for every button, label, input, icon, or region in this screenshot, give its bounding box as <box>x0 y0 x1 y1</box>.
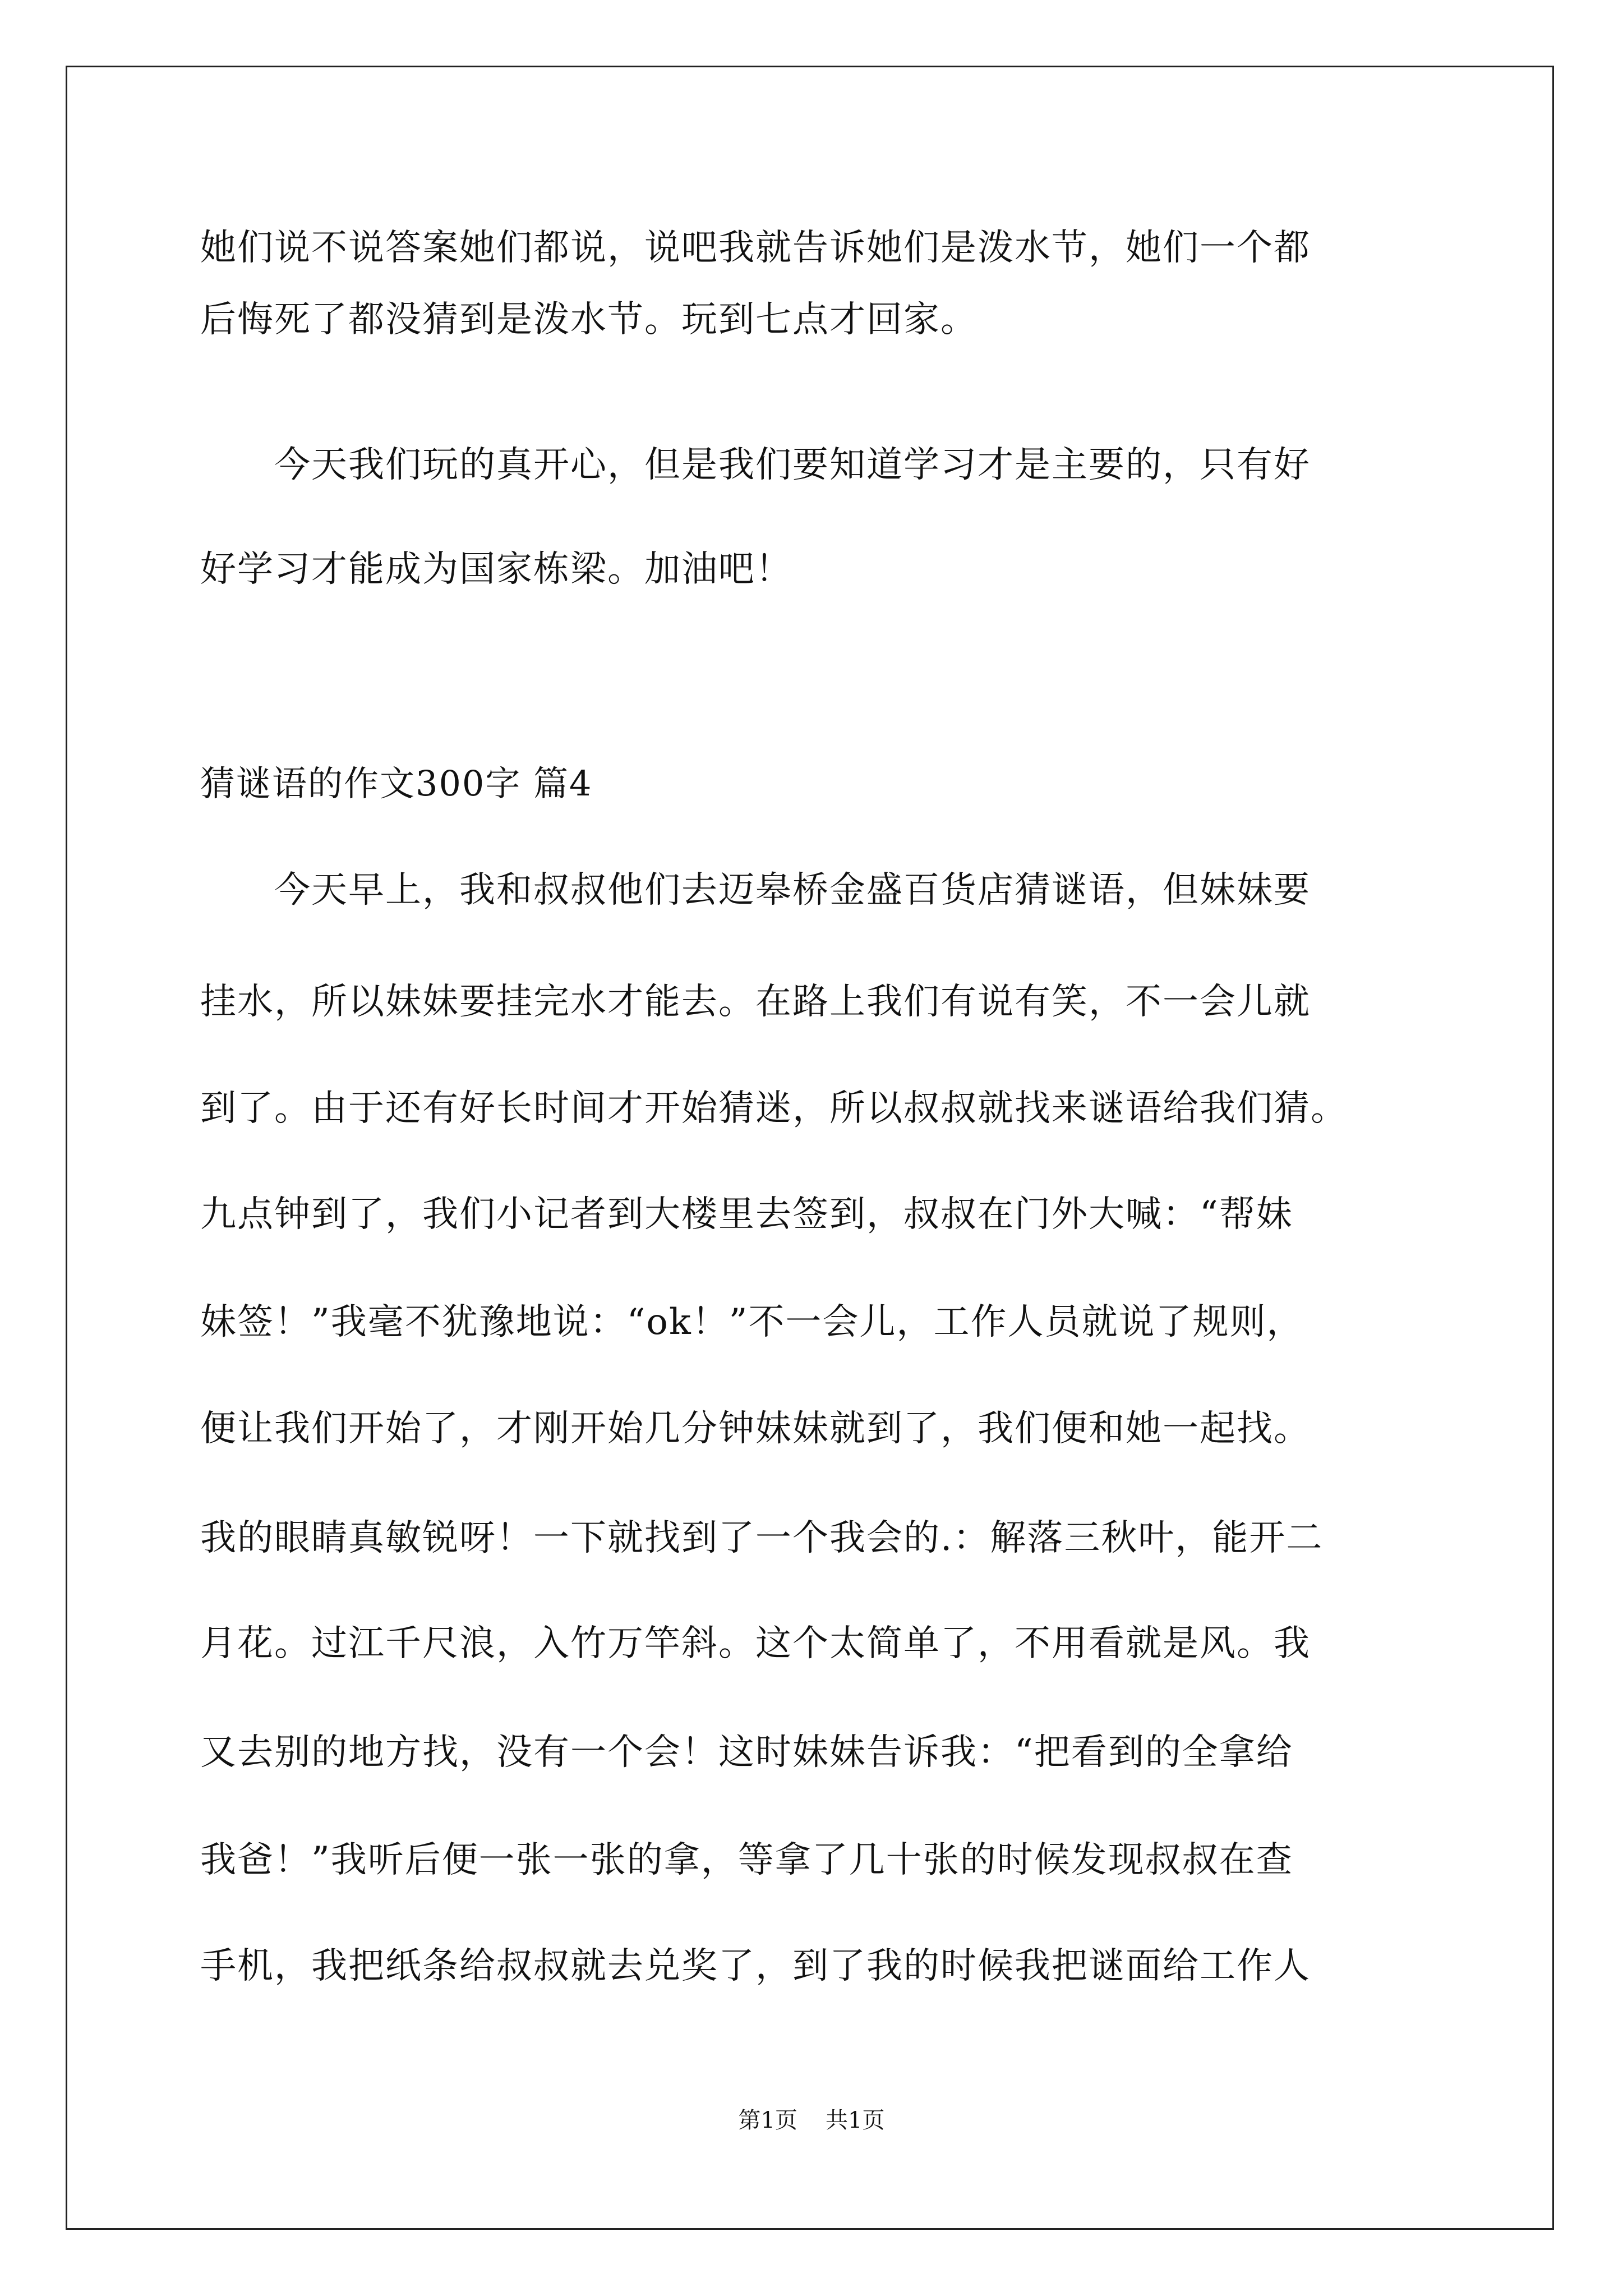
text-line: 到了。由于还有好长时间才开始猜迷，所以叔叔就找来谜语给我们猜。 <box>200 1088 1348 1129</box>
text-line: 手机，我把纸条给叔叔就去兑奖了，到了我的时候我把谜面给工作人 <box>200 1945 1311 1987</box>
text-line: 今天早上，我和叔叔他们去迈皋桥金盛百货店猜谜语，但妹妹要 <box>200 869 1311 911</box>
text-line: 好学习才能成为国家栋梁。加油吧！ <box>200 549 792 590</box>
text-line: 挂水，所以妹妹要挂完水才能去。在路上我们有说有笑，不一会儿就 <box>200 981 1311 1023</box>
section-heading: 猜谜语的作文300字 篇4 <box>200 763 593 804</box>
text-line: 妹签！”我毫不犹豫地说：“ok！”不一会儿，工作人员就说了规则， <box>200 1301 1304 1343</box>
text-line: 九点钟到了，我们小记者到大楼里去签到，叔叔在门外大喊：“帮妹 <box>200 1194 1293 1235</box>
page-border <box>66 66 1554 2230</box>
text-line: 今天我们玩的真开心，但是我们要知道学习才是主要的，只有好 <box>200 444 1311 486</box>
page-number: 第1页 <box>738 2108 797 2133</box>
text-line: 便让我们开始了，才刚开始几分钟妹妹就到了，我们便和她一起找。 <box>200 1408 1311 1450</box>
text-line: 月花。过江千尺浪，入竹万竿斜。这个太简单了，不用看就是风。我 <box>200 1623 1311 1664</box>
total-pages: 共1页 <box>826 2108 885 2133</box>
text-line: 后悔死了都没猜到是泼水节。玩到七点才回家。 <box>200 299 978 341</box>
text-line: 又去别的地方找，没有一个会！这时妹妹告诉我：“把看到的全拿给 <box>200 1732 1293 1773</box>
text-line: 我的眼睛真敏锐呀！一下就找到了一个我会的.：解落三秋叶，能开二 <box>200 1517 1324 1559</box>
page-footer <box>0 2109 1623 2132</box>
text-line: 我爸！”我听后便一张一张的拿，等拿了几十张的时候发现叔叔在查 <box>200 1839 1293 1881</box>
text-line: 她们说不说答案她们都说，说吧我就告诉她们是泼水节，她们一个都 <box>200 227 1311 269</box>
